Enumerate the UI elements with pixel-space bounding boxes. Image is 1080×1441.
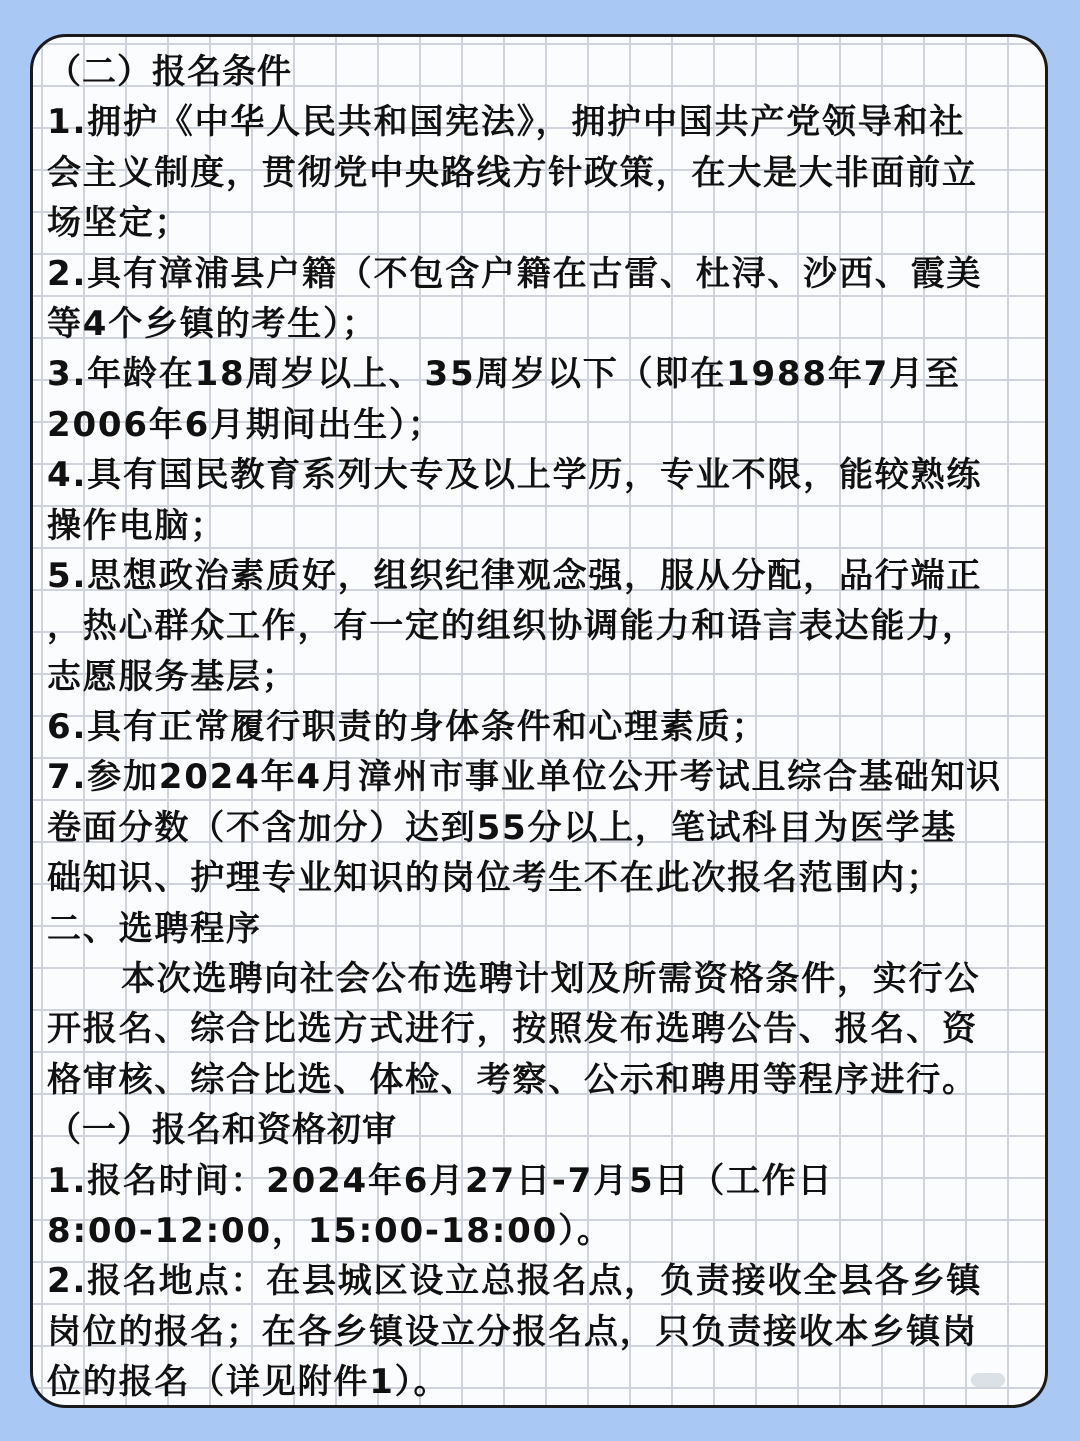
- text-line: 5.思想政治素质好，组织纪律观念强，服从分配，品行端正: [47, 555, 983, 596]
- document-card: [30, 34, 1048, 1408]
- text-line: 志愿服务基层；: [47, 656, 298, 697]
- text-line: 4.具有国民教育系列大专及以上学历，专业不限，能较熟练: [47, 455, 983, 496]
- text-line: 2006年6月期间出生）；: [47, 404, 444, 445]
- section-heading-registration-and-review: （一）报名和资格初审: [47, 1110, 397, 1151]
- text-line: 格审核、综合比选、体检、考察、公示和聘用等程序进行。: [47, 1059, 978, 1100]
- text-line: 会主义制度，贯彻党中央路线方针政策，在大是大非面前立: [47, 152, 978, 193]
- text-line: 2.报名地点：在县城区设立总报名点，负责接收全县各乡镇: [47, 1261, 983, 1302]
- text-line: 操作电脑；: [47, 505, 226, 546]
- text-line: 1.报名时间：2024年6月27日-7月5日（工作日: [47, 1160, 834, 1201]
- document-body: [47, 47, 1037, 1408]
- text-line: 本次选聘向社会公布选聘计划及所需资格条件，实行公: [121, 959, 981, 1000]
- text-line: 础知识、护理专业知识的岗位考生不在此次报名范围内；: [47, 858, 942, 899]
- text-line: 2.具有漳浦县户籍（不包含户籍在古雷、杜浔、沙西、霞美: [47, 253, 983, 294]
- text-line: ，热心群众工作，有一定的组织协调能力和语言表达能力，: [47, 606, 978, 647]
- text-line: 场坚定；: [47, 203, 191, 244]
- text-line: 3.年龄在18周岁以上、35周岁以下（即在1988年7月至: [47, 354, 961, 395]
- text-line: 1.拥护《中华人民共和国宪法》，拥护中国共产党领导和社: [47, 102, 966, 143]
- text-line: 等4个乡镇的考生）；: [47, 303, 378, 344]
- text-line: 6.具有正常履行职责的身体条件和心理素质；: [47, 707, 768, 748]
- section-heading-registration-conditions: （二）报名条件: [47, 52, 292, 92]
- watermark: [971, 1373, 1005, 1387]
- text-line: 开报名、综合比选方式进行，按照发布选聘公告、报名、资: [47, 1009, 978, 1050]
- text-line: 位的报名（详见附件1）。: [47, 1362, 450, 1403]
- text-line: 8:00-12:00，15:00-18:00）。: [47, 1210, 613, 1251]
- text-line: 岗位的报名；在各乡镇设立分报名点，只负责接收本乡镇岗: [47, 1311, 978, 1352]
- text-line: 卷面分数（不含加分）达到55分以上，笔试科目为医学基: [47, 807, 958, 848]
- section-heading-selection-procedure: 二、选聘程序: [47, 908, 262, 949]
- text-line: 7.参加2024年4月漳州市事业单位公开考试且综合基础知识: [47, 757, 1003, 798]
